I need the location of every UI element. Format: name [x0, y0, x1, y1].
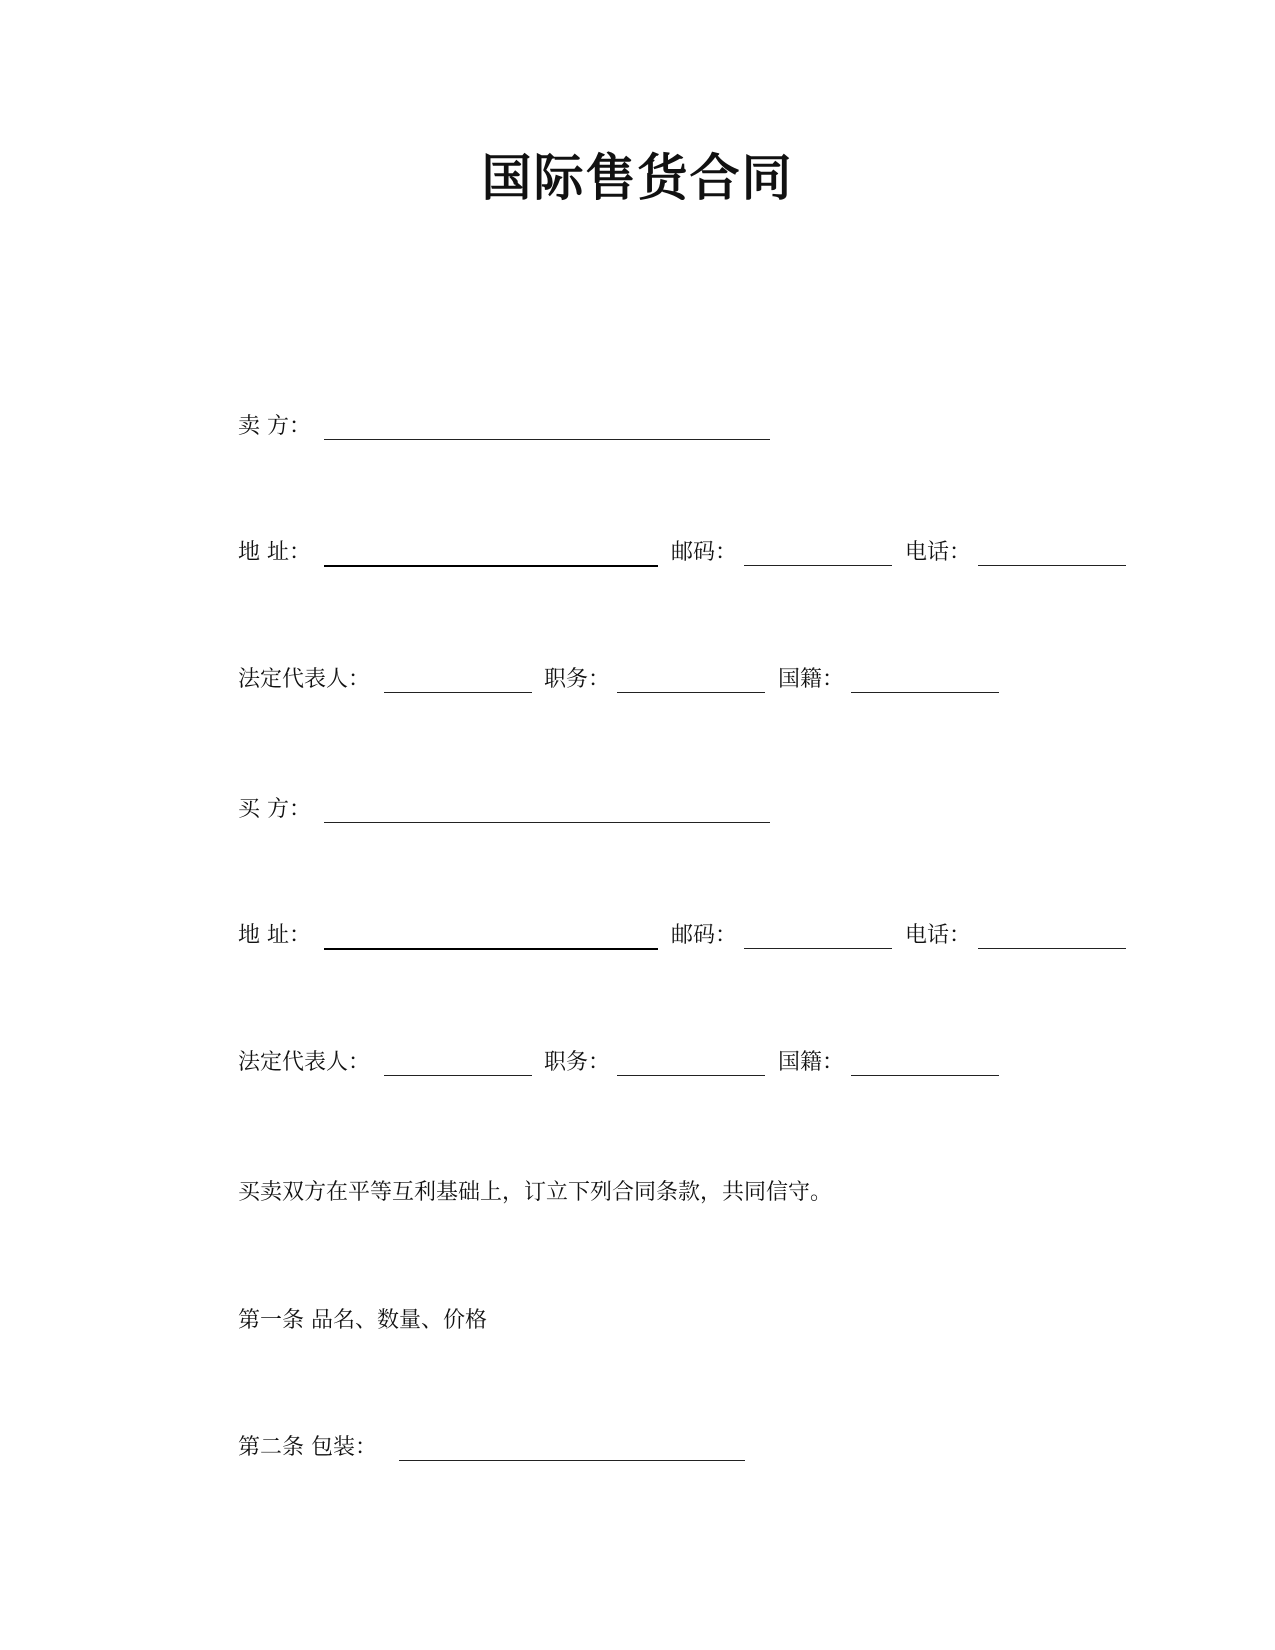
article-2-label: 第二条 包装：	[238, 1435, 377, 1460]
buyer-name-label: 买 方：	[238, 797, 311, 822]
seller-address-label: 地 址：	[238, 540, 311, 565]
seller-position-label: 职务：	[544, 667, 611, 692]
seller-name-blank[interactable]	[324, 439, 770, 440]
seller-position-blank[interactable]	[617, 692, 765, 693]
article-1-heading: 第一条 品名、数量、价格	[238, 1308, 487, 1333]
buyer-nationality-blank[interactable]	[851, 1075, 999, 1076]
buyer-postcode-label: 邮码：	[671, 923, 738, 948]
buyer-address-label: 地 址：	[238, 923, 311, 948]
document-title: 国际售货合同	[481, 149, 794, 207]
seller-name-label: 卖 方：	[238, 414, 311, 439]
seller-address-blank[interactable]	[324, 565, 658, 567]
seller-nationality-blank[interactable]	[851, 692, 999, 693]
buyer-phone-label: 电话：	[905, 923, 972, 948]
buyer-position-blank[interactable]	[617, 1075, 765, 1076]
seller-nationality-label: 国籍：	[778, 667, 845, 692]
seller-legal-rep-blank[interactable]	[384, 692, 532, 693]
buyer-postcode-blank[interactable]	[744, 948, 892, 949]
buyer-legal-rep-label: 法定代表人：	[238, 1050, 371, 1075]
article-2-packaging-blank[interactable]	[399, 1460, 745, 1461]
preamble-text: 买卖双方在平等互利基础上，订立下列合同条款，共同信守。	[238, 1180, 833, 1205]
buyer-legal-rep-blank[interactable]	[384, 1075, 532, 1076]
buyer-nationality-label: 国籍：	[778, 1050, 845, 1075]
seller-postcode-blank[interactable]	[744, 565, 892, 566]
seller-phone-label: 电话：	[905, 540, 972, 565]
buyer-phone-blank[interactable]	[978, 948, 1126, 949]
buyer-address-blank[interactable]	[324, 948, 658, 950]
buyer-position-label: 职务：	[544, 1050, 611, 1075]
seller-phone-blank[interactable]	[978, 565, 1126, 566]
seller-legal-rep-label: 法定代表人：	[238, 667, 371, 692]
seller-postcode-label: 邮码：	[671, 540, 738, 565]
buyer-name-blank[interactable]	[324, 822, 770, 823]
